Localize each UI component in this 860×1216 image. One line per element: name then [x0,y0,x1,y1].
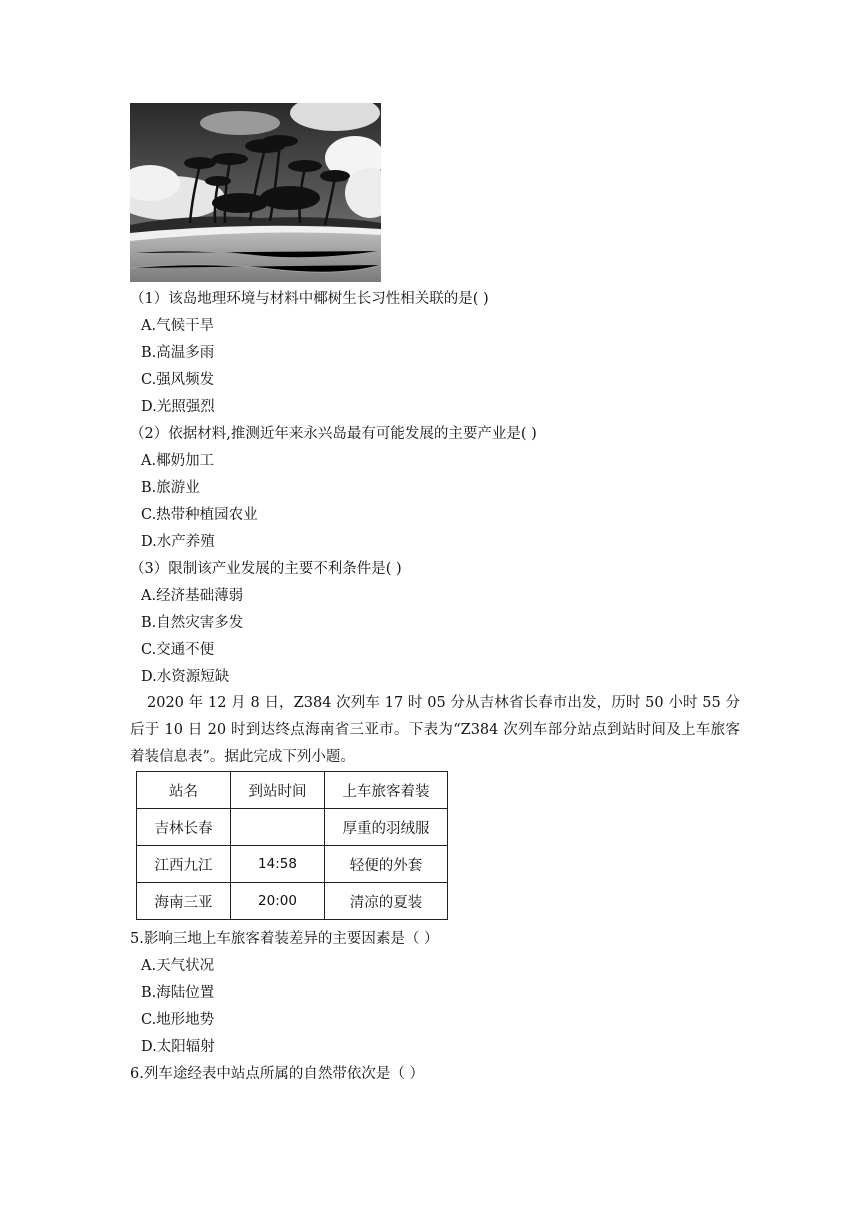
table-cell-time: 14:58 [231,846,325,883]
question-5-stem: 5.影响三地上车旅客着装差异的主要因素是（ ） [130,931,439,947]
table-cell-time [231,809,325,846]
train-info-table [136,771,448,920]
q1-option-b: B.高温多雨 [141,345,215,361]
table-cell-clothing: 轻便的外套 [325,846,448,883]
table-row [137,809,448,846]
q1-option-c: C.强风频发 [141,372,215,388]
table-cell-time: 20:00 [231,883,325,920]
island-palm-photo [130,103,381,282]
q3-option-b: B.自然灾害多发 [141,615,244,631]
q5-option-b: B.海陆位置 [141,985,215,1001]
q2-option-d: D.水产养殖 [141,534,215,550]
question-3-stem: （3）限制该产业发展的主要不利条件是( ) [130,561,402,577]
train-passage: 2020 年 12 月 8 日，Z384 次列车 17 时 05 分从吉林省长春市出发，历时 50 小时 55 分后于 10 日 20 时到达终点海南省三亚市。下表为“Z384 次列车部分站点到站时间及上车旅客着装信息表”。据此完成下列小题。 [130,695,740,765]
table-cell-station: 吉林长春 [137,809,231,846]
table-header-row [137,772,448,809]
q2-option-b: B.旅游业 [141,480,200,496]
question-2-stem: （2）依据材料,推测近年来永兴岛最有可能发展的主要产业是( ) [130,426,537,442]
q1-option-d: D.光照强烈 [141,399,215,415]
q5-option-c: C.地形地势 [141,1012,215,1028]
q5-option-d: D.太阳辐射 [141,1039,215,1055]
q1-option-a: A.气候干旱 [141,318,215,334]
q3-option-d: D.水资源短缺 [141,669,230,685]
table-header-cell: 到站时间 [231,772,325,809]
table-cell-clothing: 清凉的夏装 [325,883,448,920]
question-1-stem: （1）该岛地理环境与材料中椰树生长习性相关联的是( ) [130,291,489,307]
table-cell-clothing: 厚重的羽绒服 [325,809,448,846]
q2-option-c: C.热带种植园农业 [141,507,258,523]
table-row [137,883,448,920]
table-cell-station: 江西九江 [137,846,231,883]
question-6-stem: 6.列车途经表中站点所属的自然带依次是（ ） [130,1066,424,1082]
table-header-cell: 站名 [137,772,231,809]
q2-option-a: A.椰奶加工 [141,453,215,469]
q3-option-c: C.交通不便 [141,642,215,658]
q3-option-a: A.经济基础薄弱 [141,588,244,604]
table-cell-station: 海南三亚 [137,883,231,920]
q5-option-a: A.天气状况 [141,958,215,974]
table-header-cell: 上车旅客着装 [325,772,448,809]
table-row [137,846,448,883]
